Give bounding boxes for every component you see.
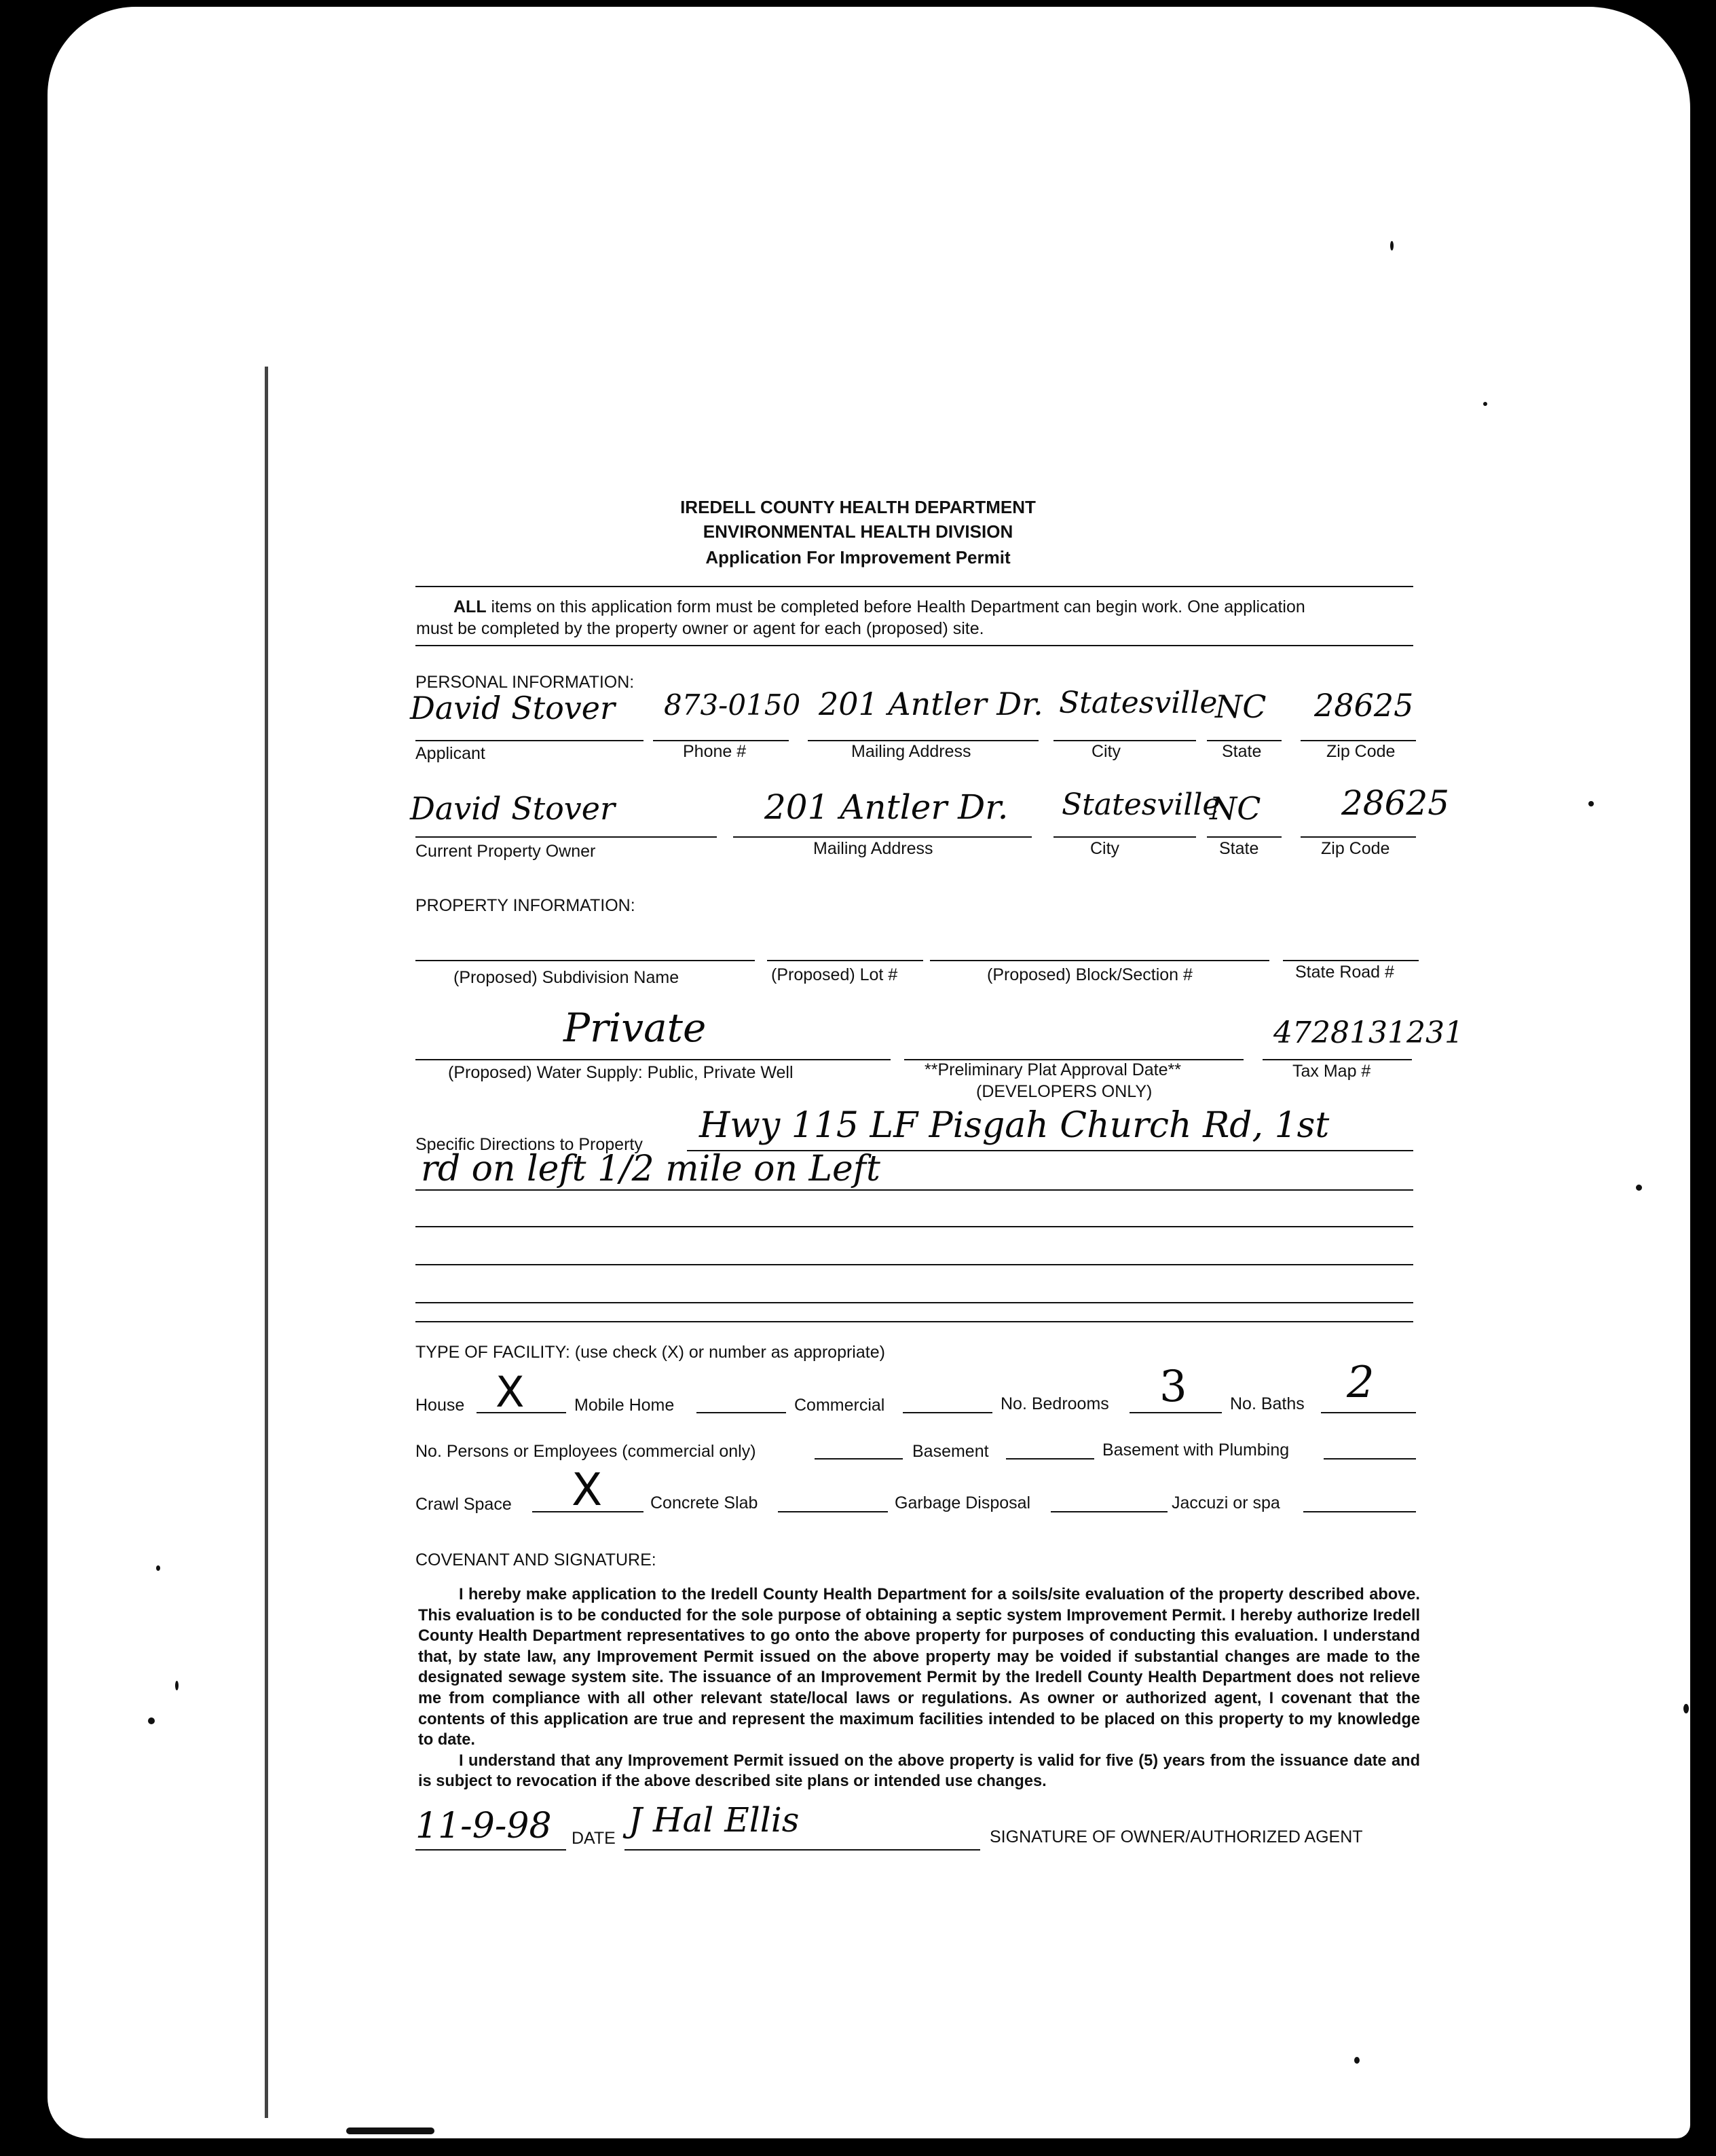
covenant-paragraph-2: I understand that any Improvement Permit issued on the above property is valid for five (5) years from the issuance date and is subject to revocation if the above described site plans or intended use changes. xyxy=(418,1751,1420,1791)
scan-speck xyxy=(148,1717,155,1724)
applicant-address-value: 201 Antler Dr. xyxy=(819,686,1043,722)
concrete-slab-line xyxy=(778,1511,888,1512)
persons-label: No. Persons or Employees (commercial only) xyxy=(415,1442,756,1461)
basement-line xyxy=(1006,1458,1094,1460)
bedrooms-label: No. Bedrooms xyxy=(1001,1394,1109,1413)
scan-speck xyxy=(156,1565,160,1571)
property-section-heading: PROPERTY INFORMATION: xyxy=(415,896,635,915)
directions-line3 xyxy=(415,1226,1413,1227)
owner-state-line xyxy=(1207,836,1282,838)
garbage-disposal-label: Garbage Disposal xyxy=(895,1493,1031,1512)
bedrooms-value: 3 xyxy=(1159,1362,1187,1412)
jacuzzi-label: Jaccuzi or spa xyxy=(1172,1493,1280,1512)
water-supply-label: (Proposed) Water Supply: Public, Private Well xyxy=(448,1063,794,1082)
house-check-mark: X xyxy=(496,1367,525,1417)
baths-value: 2 xyxy=(1347,1358,1375,1408)
scan-speck xyxy=(1483,402,1487,406)
date-label: DATE xyxy=(572,1829,616,1848)
scanned-page xyxy=(48,7,1690,2138)
applicant-state-value: NC xyxy=(1215,688,1267,725)
facility-section-heading: TYPE OF FACILITY: (use check (X) or number as appropriate) xyxy=(415,1343,885,1362)
scan-speck xyxy=(175,1681,179,1690)
city-label: City xyxy=(1092,742,1121,761)
directions-line2 xyxy=(415,1189,1413,1191)
block-line xyxy=(930,960,1269,961)
directions-line1-value: Hwy 115 LF Pisgah Church Rd, 1st xyxy=(699,1105,1330,1146)
mobile-home-label: Mobile Home xyxy=(574,1396,675,1415)
basement-label: Basement xyxy=(912,1442,989,1461)
zip-line xyxy=(1301,740,1416,741)
bedrooms-line xyxy=(1130,1412,1222,1413)
commercial-line xyxy=(903,1412,992,1413)
instructions-line1: ALL items on this application form must be completed before Health Department can begin work. One application xyxy=(453,597,1305,616)
basement-plumbing-label: Basement with Plumbing xyxy=(1102,1441,1290,1460)
scan-smudge xyxy=(346,2127,434,2134)
state-label: State xyxy=(1222,742,1262,761)
owner-mailing-label: Mailing Address xyxy=(813,839,933,858)
covenant-paragraph-1: I hereby make application to the Iredell County Health Department for a soils/site evaluation of the property described above. This evaluation is to be conducted for the sole purpose of obtaining a septic system Improvement Permit. I hereby authorize Iredell County Health Department representatives to go onto the above property for purposes of conducting this evaluation. I understand that, by state law, any Improvement Permit issued on the above property may be voided if substantial changes are made to the designated sewage system site. The issuance of an Improvement Permit by the Iredell County Health Department does not relieve me from compliance with all other relevant state/local laws or regulations. As owner or authorized agent, I covenant that the contents of this application are true and represent the maximum facilities intended to be placed on this property to my knowledge to date. xyxy=(418,1586,1420,1749)
owner-state-value: NC xyxy=(1210,790,1261,827)
form-title: Application For Improvement Permit xyxy=(705,547,1011,568)
owner-state-label: State xyxy=(1219,839,1259,858)
owner-address-value: 201 Antler Dr. xyxy=(764,787,1009,827)
zip-label: Zip Code xyxy=(1326,742,1396,761)
instructions-rule xyxy=(415,645,1413,646)
owner-label: Current Property Owner xyxy=(415,842,596,861)
state-road-label: State Road # xyxy=(1295,963,1394,982)
covenant-text xyxy=(418,1584,1420,1792)
applicant-zip-value: 28625 xyxy=(1314,687,1414,724)
house-label: House xyxy=(415,1396,465,1415)
tax-map-value: 4728131231 xyxy=(1273,1016,1463,1050)
owner-zip-label: Zip Code xyxy=(1321,839,1390,858)
garbage-disposal-line xyxy=(1051,1511,1168,1512)
lot-line xyxy=(767,960,923,961)
lot-label: (Proposed) Lot # xyxy=(771,965,898,984)
phone-line xyxy=(653,740,789,741)
address-line xyxy=(808,740,1039,741)
basement-plumbing-line xyxy=(1324,1458,1416,1460)
owner-zip-value: 28625 xyxy=(1341,783,1450,823)
applicant-phone-value: 873-0150 xyxy=(664,688,801,722)
personal-section-heading: PERSONAL INFORMATION: xyxy=(415,673,635,692)
directions-line4 xyxy=(415,1264,1413,1265)
applicant-label: Applicant xyxy=(415,744,485,763)
owner-city-line xyxy=(1053,836,1196,838)
crawl-space-check-mark: X xyxy=(572,1464,603,1516)
owner-name-value: David Stover xyxy=(410,790,615,827)
signature-label: SIGNATURE OF OWNER/AUTHORIZED AGENT xyxy=(990,1827,1363,1846)
jacuzzi-line xyxy=(1303,1511,1416,1512)
subdivision-line xyxy=(415,960,755,961)
applicant-city-value: Statesville xyxy=(1059,686,1218,720)
water-supply-line xyxy=(415,1059,891,1060)
applicant-line xyxy=(415,740,644,741)
city-line xyxy=(1053,740,1196,741)
applicant-name-value: David Stover xyxy=(410,690,615,726)
owner-signature: J Hal Ellis xyxy=(629,1800,800,1840)
persons-line xyxy=(815,1458,903,1460)
directions-line5 xyxy=(415,1302,1413,1303)
owner-zip-line xyxy=(1301,836,1416,838)
signature-line xyxy=(624,1849,980,1851)
covenant-section-heading: COVENANT AND SIGNATURE: xyxy=(415,1550,656,1569)
mailing-address-label: Mailing Address xyxy=(851,742,971,761)
tax-map-label: Tax Map # xyxy=(1292,1062,1371,1081)
scan-speck xyxy=(1636,1185,1642,1191)
scan-speck xyxy=(1354,2057,1360,2064)
signed-date-value: 11-9-98 xyxy=(415,1806,552,1846)
instructions-line2: must be completed by the property owner or agent for each (proposed) site. xyxy=(416,619,984,638)
owner-city-value: Statesville xyxy=(1062,787,1220,822)
owner-city-label: City xyxy=(1090,839,1120,858)
directions-line2-value: rd on left 1/2 mile on Left xyxy=(421,1149,880,1189)
directions-label: Specific Directions to Property xyxy=(415,1135,643,1154)
road-line xyxy=(1283,960,1419,961)
phone-label: Phone # xyxy=(683,742,747,761)
concrete-slab-label: Concrete Slab xyxy=(650,1493,758,1512)
scan-speck xyxy=(1588,801,1594,806)
developers-only-label: (DEVELOPERS ONLY) xyxy=(976,1082,1153,1101)
owner-line xyxy=(415,836,717,838)
plat-approval-label: **Preliminary Plat Approval Date** xyxy=(925,1060,1181,1079)
mobile-home-line xyxy=(696,1412,786,1413)
state-line xyxy=(1207,740,1282,741)
baths-line xyxy=(1321,1412,1416,1413)
scan-speck xyxy=(1683,1704,1689,1713)
division-title: ENVIRONMENTAL HEALTH DIVISION xyxy=(703,521,1013,542)
property-section-rule xyxy=(415,1321,1413,1322)
owner-address-line xyxy=(733,836,1032,838)
department-title: IREDELL COUNTY HEALTH DEPARTMENT xyxy=(680,497,1036,517)
tax-map-line xyxy=(1263,1059,1412,1060)
crawl-space-label: Crawl Space xyxy=(415,1495,512,1514)
baths-label: No. Baths xyxy=(1230,1394,1305,1413)
water-supply-value: Private xyxy=(563,1005,707,1051)
block-label: (Proposed) Block/Section # xyxy=(987,965,1193,984)
subdivision-label: (Proposed) Subdivision Name xyxy=(453,968,679,987)
commercial-label: Commercial xyxy=(794,1396,885,1415)
date-line xyxy=(415,1849,566,1851)
scan-speck xyxy=(1390,241,1394,250)
header-rule xyxy=(415,586,1413,587)
